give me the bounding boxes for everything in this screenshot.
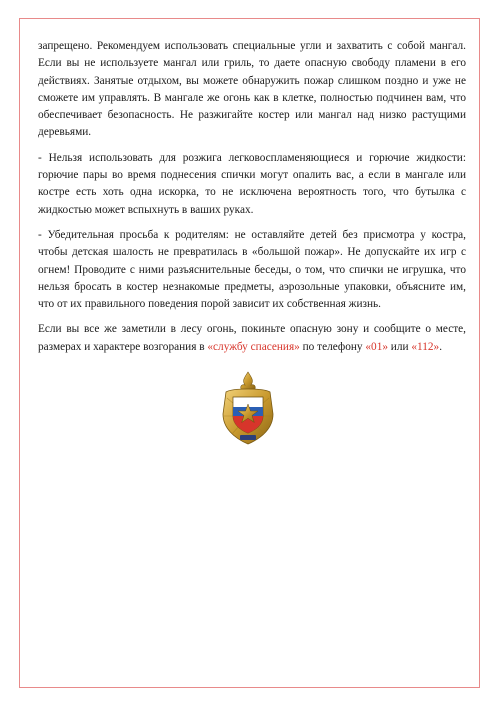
mchs-emblem-icon bbox=[218, 370, 278, 446]
emergency-text-before: Если вы все же заметили в лесу огонь, покиньте опасную зону и сообщите о месте, размерах и характере возгорания в bbox=[38, 323, 466, 353]
paragraph-flammable-liquids: - Нельзя использовать для розжига легковоспламеняющиеся и горючие жидкости: горючие пары во время поднесения спички могут опалить вас, а если в мангале или костре есть хоть одна искорка, то не исключена вероятность того, что бутылка с жидкостью может вспыхнуть в ваших руках. bbox=[38, 151, 466, 216]
emergency-text-end: . bbox=[439, 340, 443, 353]
phone-number-01: «01» bbox=[365, 340, 388, 353]
document-body bbox=[38, 38, 466, 364]
paragraph-parents-request: - Убедительная просьба к родителям: не оставляйте детей без присмотра у костра, чтобы детская шалость не превратилась в «большой пожар». Не допускайте их игр с огнем! Проводите с ними разъяснительные беседы, о том, что спички не игрушка, что нельзя бросать в костер незнакомые предметы, аэрозольные упаковки, объясните им, что от их правильного поведения порой зависит их собственная жизнь. bbox=[38, 228, 466, 311]
rescue-service-link: «службу спасения» bbox=[207, 340, 300, 353]
emergency-text-or: или bbox=[387, 340, 412, 353]
paragraph-emergency-call bbox=[38, 321, 466, 356]
phone-number-112: «112» bbox=[411, 340, 440, 353]
emergency-text-mid: по телефону bbox=[299, 340, 366, 353]
paragraph-grill-advice: запрещено. Рекомендуем использовать специальные угли и захватить с собой мангал. Если вы не используете мангал или гриль, то даете опасную свободу пламени в его действиях. Занятые отдыхом, вы можете обнаружить пожар слишком поздно и уже не сможете им управлять. В мангале же огонь как в клетке, полностью подчинен вам, что обеспечивает безопасность. Не разжигайте костер или мангал над низко растущими деревьями. bbox=[38, 40, 466, 139]
